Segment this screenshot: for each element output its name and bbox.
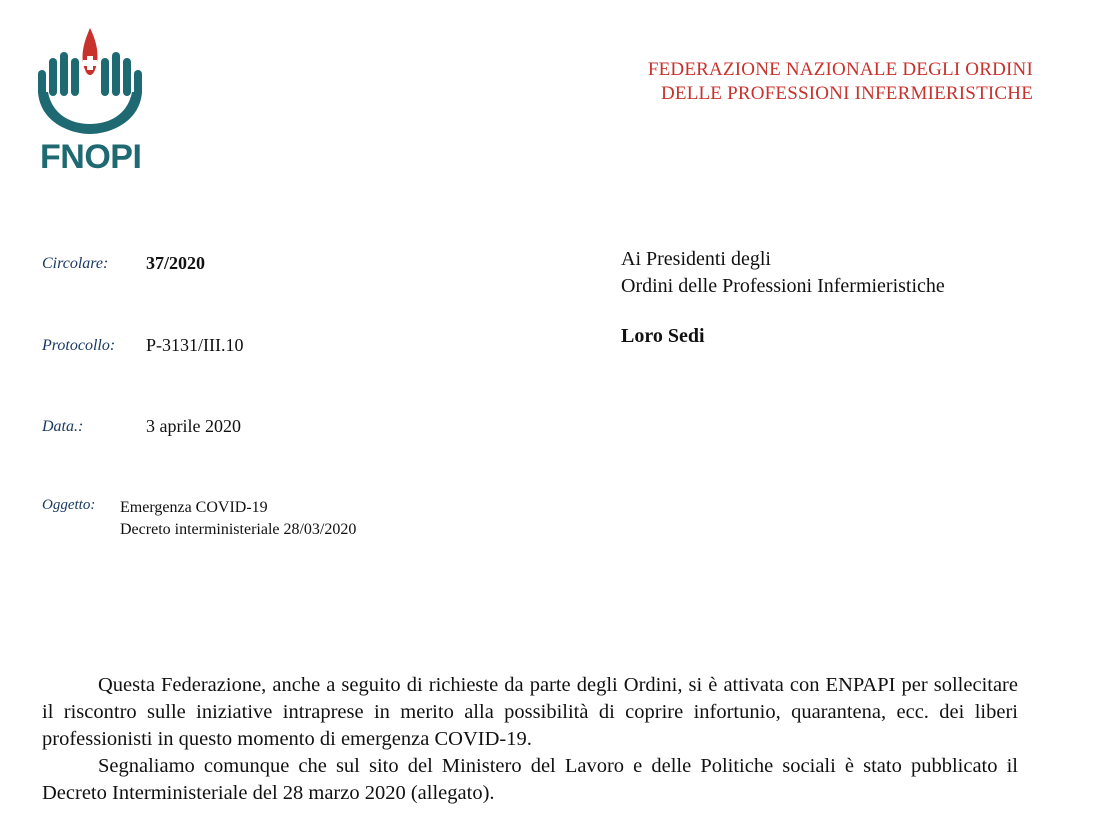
oggetto-value <box>120 497 356 541</box>
circolare-value: 37/2020 <box>146 253 206 273</box>
organization-name-line2: DELLE PROFESSIONI INFERMIERISTICHE <box>660 83 1033 104</box>
data-label: Data.: <box>42 418 84 435</box>
recipient-block <box>621 246 945 300</box>
body-paragraph-2: Segnaliamo comunque che sul sito del Ministero del Lavoro e delle Politiche sociali è stato pubblicato il Decreto Interministeriale del 28 marzo 2020 (allegato). <box>42 755 1018 804</box>
letter-body <box>42 672 1018 807</box>
recipient-loro-sedi: Loro Sedi <box>621 325 705 347</box>
logo-wordmark: FNOPI <box>40 138 142 176</box>
protocollo-label: Protocollo: <box>42 337 116 354</box>
circolare-label: Circolare: <box>42 255 109 272</box>
oggetto-line-1: Emergenza COVID-19 <box>120 499 268 516</box>
organization-name-line1: FEDERAZIONE NAZIONALE DEGLI ORDINI <box>647 59 1033 80</box>
data-value: 3 aprile 2020 <box>146 416 241 436</box>
oggetto-line-2: Decreto interministeriale 28/03/2020 <box>120 521 357 538</box>
oggetto-label: Oggetto: <box>42 497 96 513</box>
organization-header <box>648 58 1033 106</box>
recipient-line-2: Ordini delle Professioni Infermieristiche <box>621 275 945 297</box>
recipient-line-1: Ai Presidenti degli <box>621 248 771 270</box>
logo-hands-flame-icon <box>30 26 150 136</box>
body-paragraph-1: Questa Federazione, anche a seguito di richieste da parte degli Ordini, si è attivata con ENPAPI per sollecitare il riscontro sulle iniziative intraprese in merito alla possibilità di coprire infortunio, quarantena, ecc. dei liberi professionisti in questo momento di emergenza COVID-19. <box>42 674 1018 750</box>
protocollo-value: P-3131/III.10 <box>146 335 244 355</box>
